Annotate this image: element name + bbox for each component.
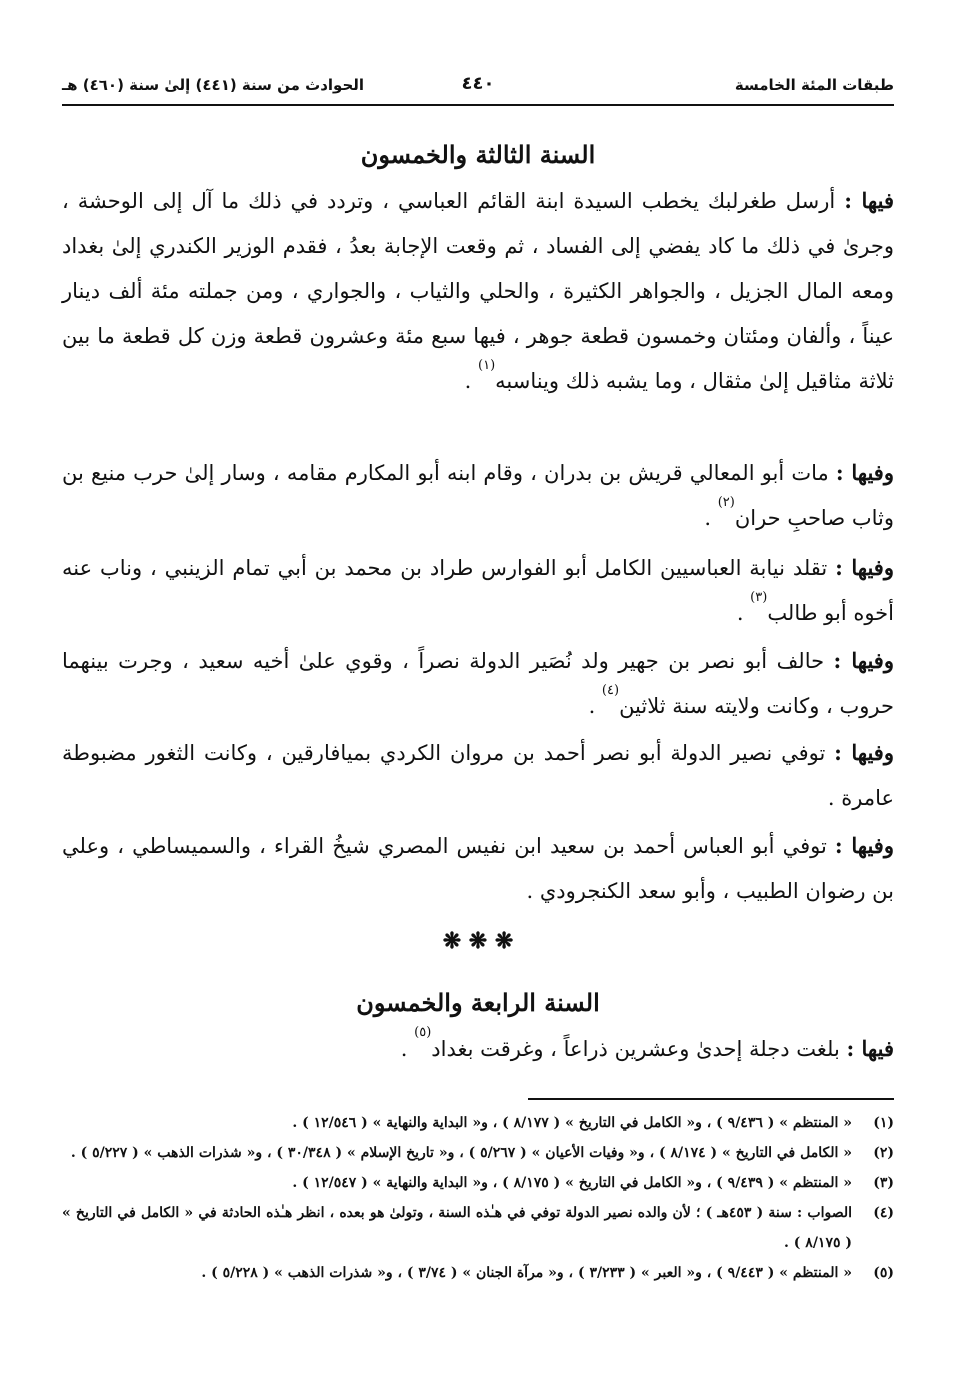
paragraph-text: توفي أبو العباس أحمد بن سعيد ابن نفيس المصري شيخُ القراء ، والسميساطي ، وعلي بن رضوان الطبيب ، وأبو سعد الكنجرودي .: [62, 834, 894, 903]
section-title-54: السنة الرابعة والخمسون: [356, 988, 600, 1017]
page-number: ٤٤٠: [461, 73, 495, 94]
paragraph-tail: .: [588, 694, 602, 718]
footnote-3: [62, 1168, 894, 1198]
footnote-2: [62, 1138, 894, 1168]
paragraph-text: مات أبو المعالي قريش بن بدران ، وقام ابنه أبو المكارم مقامه ، وسار إلىٰ حرب منيع بن وثاب صاحبِ حران: [62, 461, 894, 530]
header-section-range: الحوادث من سنة (٤٤١) إلىٰ سنة (٤٦٠) هـ: [62, 76, 365, 94]
paragraph-text: أرسل طغرلبك يخطب السيدة ابنة القائم العباسي ، وتردد في ذلك ما آل إلى الوحشة ، وجرىٰ في ذلك ما كاد يفضي إلى الفساد ، ثم وقعت الإجابة بعدُ ، فقدم الوزير الكندري إلىٰ بغداد ومعه المال الجزيل ، والجواهر الكثيرة ، والحلي والثياب ، والجواري ، ومن جملته مئة ألف دينار عيناً ، وألفان ومئتان وخمسون قطعة جوهر ، فيها سبع مئة وعشرون قطعة وزن كل قطعة ما بين ثلاثة مثاقيل إلىٰ مثقال ، وما يشبه ذلك ويناسبه: [62, 189, 894, 393]
paragraph-lead: وفيها :: [834, 833, 894, 858]
paragraph-tail: .: [464, 369, 478, 393]
footnote-4: [62, 1198, 894, 1258]
header-book-title: طبقات المئة الخامسة: [734, 76, 894, 94]
paragraph-tail: .: [400, 1037, 415, 1061]
paragraph-text: حالف أبو نصر بن جهير ولد نُصَير الدولة نصراً ، وقوي علىٰ أخيه سعيد ، وجرت بينهما حروب ، وكانت ولايته سنة ثلاثين: [62, 649, 894, 718]
footnote-ref[interactable]: (٤): [601, 683, 620, 698]
paragraph-lead: وفيها :: [835, 555, 894, 580]
footnote-number: (٢): [873, 1145, 894, 1161]
footnote-number: (٤): [873, 1205, 894, 1221]
footnotes: [62, 1108, 894, 1288]
running-header: [62, 73, 894, 106]
header-rule: [62, 104, 894, 106]
paragraph-4: [62, 638, 894, 729]
paragraph-text: تقلد نيابة العباسيين الكامل أبو الفوارس طراد بن محمد بن أبي تمام الزينبي ، وناب عنه أخوه أبو طالب: [62, 556, 894, 625]
footnote-text: « المنتظم » ( ٩/٤٣٦ ) ، و« الكامل في التاريخ » ( ٨/١٧٧ ) ، و« البداية والنهاية » ( ١٢/٥٤٦ ) .: [292, 1115, 852, 1131]
footnote-text: الصواب : سنة ( ٤٥٣هـ ) ؛ لأن والده نصير الدولة توفي في هـٰذه السنة ، وتولىٰ هو بعده ، انظر هـٰذه الحادثة في « الكامل في التاريخ » ( ٨/١٧٥ ) .: [62, 1205, 852, 1251]
paragraph-text: توفي نصير الدولة أبو نصر أحمد بن مروان الكردي بميافارقين ، وكانت الثغور مضبوطة عامرة .: [62, 741, 894, 810]
footnote-1: [62, 1108, 894, 1138]
paragraph-lead: فيها :: [846, 1036, 894, 1061]
footnote-ref[interactable]: (١): [478, 358, 496, 373]
paragraph-7: [62, 1026, 894, 1072]
paragraph-3: [62, 545, 894, 636]
footnote-ref[interactable]: (٣): [750, 590, 768, 605]
footnote-text: « الكامل في التاريخ » ( ٨/١٧٤ ) ، و« وفيات الأعيان » ( ٥/٢٦٧ ) ، و« تاريخ الإسلام » ( ٣٠/٣٤٨ ) ، و« شذرات الذهب » ( ٥/٢٢٧ ) .: [70, 1145, 852, 1161]
footnote-ref[interactable]: (٢): [717, 495, 735, 510]
footnote-ref[interactable]: (٥): [414, 1025, 432, 1040]
paragraph-lead: وفيها :: [833, 648, 894, 673]
footnote-text: « المنتظم » ( ٩/٤٤٣ ) ، و« العبر » ( ٣/٢٣٣ ) ، و« مرآة الجنان » ( ٣/٧٤ ) ، و« شذرات الذهب » ( ٥/٢٢٨ ) .: [201, 1265, 852, 1281]
paragraph-1: [62, 178, 894, 404]
footnote-number: (٣): [873, 1175, 894, 1191]
paragraph-lead: فيها :: [844, 188, 894, 213]
paragraph-tail: .: [736, 601, 751, 625]
footnote-number: (١): [873, 1115, 894, 1131]
footnote-text: « المنتظم » ( ٩/٤٣٩ ) ، و« الكامل في التاريخ » ( ٨/١٧٥ ) ، و« البداية والنهاية » ( ١٢/٥٤٧ ) .: [292, 1175, 852, 1191]
paragraph-2: [62, 450, 894, 541]
paragraph-6: [62, 823, 894, 914]
footnote-rule: [528, 1098, 894, 1100]
footnote-number: (٥): [873, 1265, 894, 1281]
paragraph-lead: وفيها :: [835, 460, 894, 485]
paragraph-lead: وفيها :: [834, 740, 894, 765]
paragraph-5: [62, 730, 894, 821]
footnote-5: [62, 1258, 894, 1288]
section-separator: ❋ ❋ ❋: [442, 928, 514, 954]
section-title-53: السنة الثالثة والخمسون: [360, 140, 596, 169]
paragraph-text: بلغت دجلة إحدىٰ وعشرين ذراعاً ، وغرقت بغداد: [431, 1037, 847, 1061]
paragraph-tail: .: [704, 506, 718, 530]
